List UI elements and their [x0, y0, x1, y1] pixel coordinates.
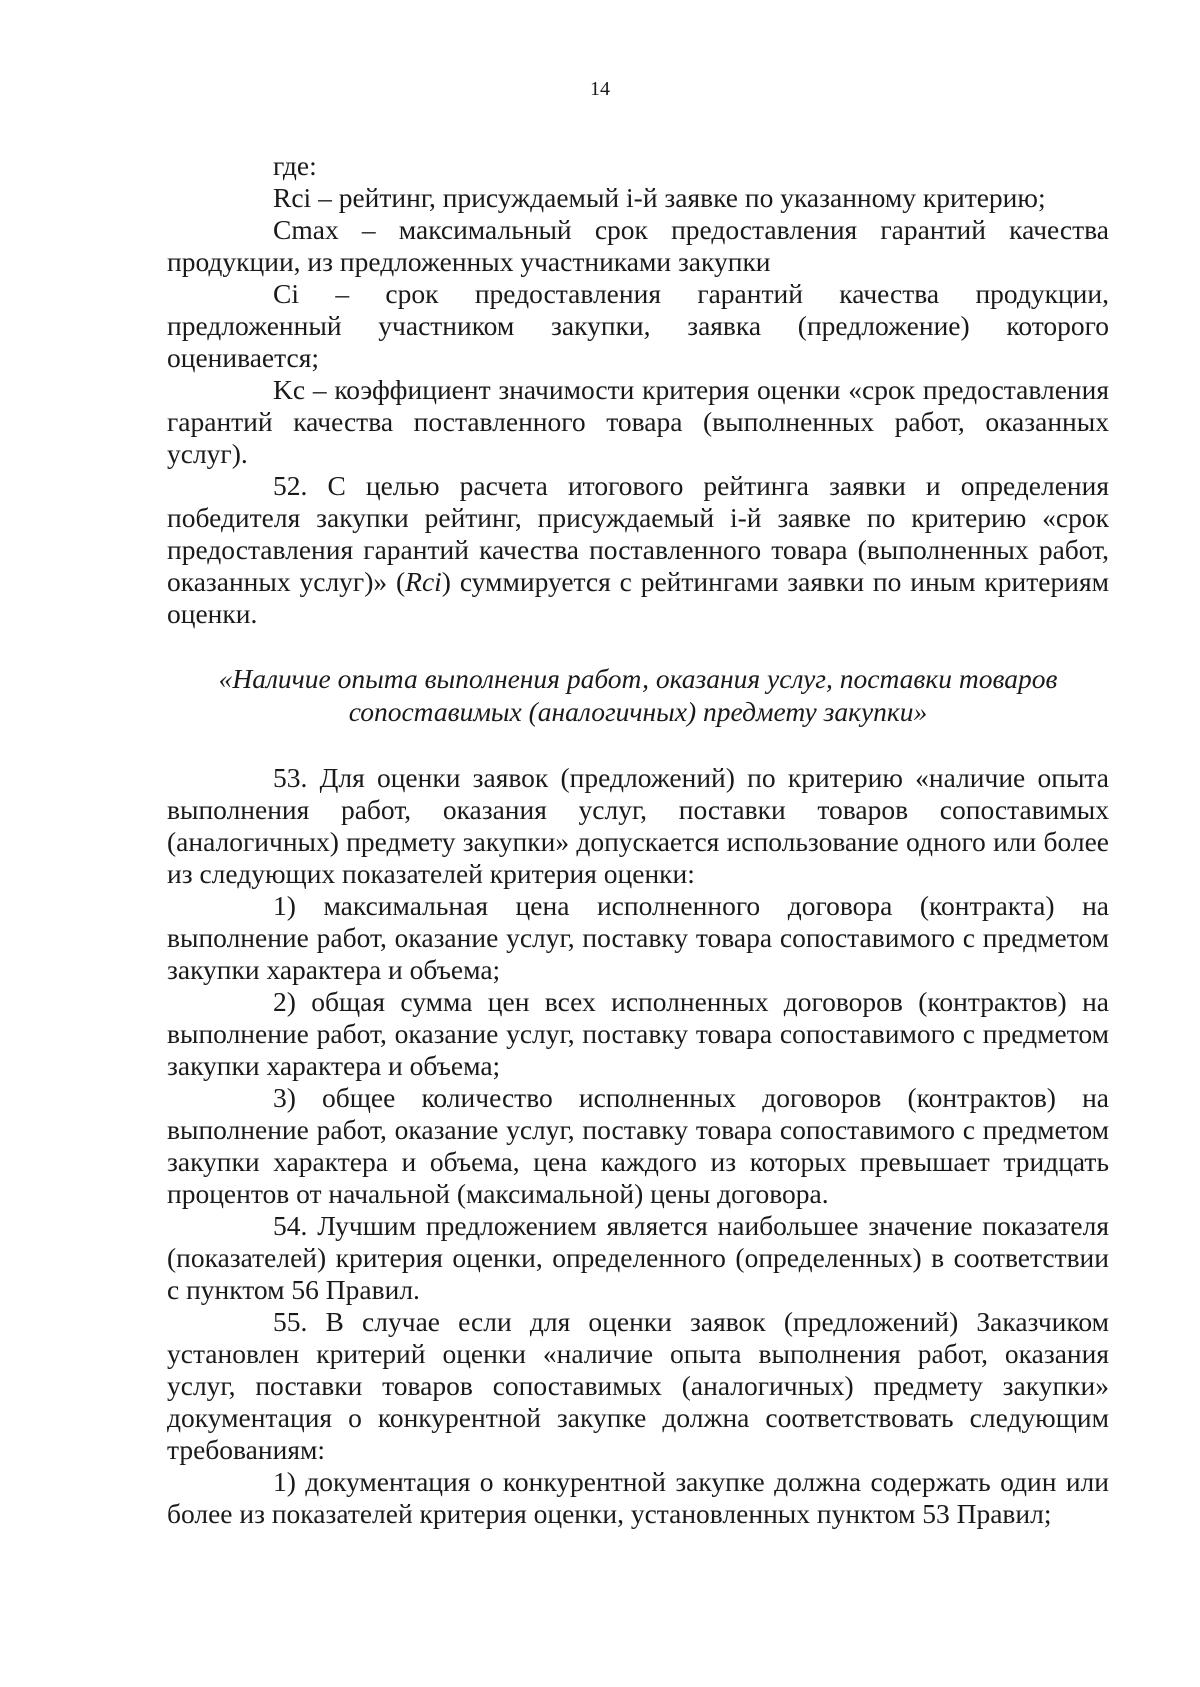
definition-ci: Ci – срок предоставления гарантий качества продукции, предложенный участником закупки, заявка (предложение) которого оценивается;: [167, 278, 1109, 373]
paragraph-53-item-1: 1) максимальная цена исполненного договора (контракта) на выполнение работ, оказание услуг, поставку товара сопоставимого с предметом закупки характера и объема;: [167, 890, 1109, 985]
paragraph-53-item-2: 2) общая сумма цен всех исполненных договоров (контрактов) на выполнение работ, оказание услуг, поставку товара сопоставимого с предметом закупки характера и объема;: [167, 986, 1109, 1081]
paragraph-53: 53. Для оценки заявок (предложений) по критерию «наличие опыта выполнения работ, оказания услуг, поставки товаров сопоставимых (аналогичных) предмету закупки» допускается использование одного или более из следующих показателей критерия оценки:: [167, 762, 1109, 889]
paragraph-55: 55. В случае если для оценки заявок (предложений) Заказчиком установлен критерий оценки «наличие опыта выполнения работ, оказания услуг, поставки товаров сопоставимых (аналогичных) предмету закупки» документация о конкурентной закупке должна соответствовать следующим требованиям:: [167, 1306, 1109, 1465]
definition-kc: Kc – коэффициент значимости критерия оценки «срок предоставления гарантий качества поставленного товара (выполненных работ, оказанных услуг).: [167, 374, 1109, 469]
section-heading: [167, 662, 1109, 728]
document-body: [167, 150, 1109, 1530]
paragraph-52: [167, 470, 1109, 630]
section-heading-line-1: «Наличие опыта выполнения работ, оказания услуг, поставки товаров: [218, 663, 1058, 694]
where-label: где:: [273, 150, 317, 181]
paragraph-52-text-b: ) суммируется с рейтингами заявки по иным критериям оценки.: [167, 566, 1109, 629]
section-heading-line-2: сопоставимых (аналогичных) предмету закупки»: [348, 696, 928, 727]
paragraph-52-text-a: 52. С целью расчета итогового рейтинга заявки и определения победителя закупки рейтинг, присуждаемый i-й заявке по критерию «срок предоставления гарантий качества поставленного товара (выполненных работ, оказанных услуг)» (: [167, 470, 1109, 597]
page-number: 14: [590, 78, 610, 100]
paragraph-55-item-1: 1) документация о конкурентной закупке должна содержать один или более из показателей критерия оценки, установленных пунктом 53 Правил;: [167, 1466, 1109, 1529]
definition-rci: Rci – рейтинг, присуждаемый i-й заявке по указанному критерию;: [273, 182, 1046, 213]
paragraph-53-item-3: 3) общее количество исполненных договоров (контрактов) на выполнение работ, оказание услуг, поставку товара сопоставимого с предметом закупки характера и объема, цена каждого из которых превышает тридцать процентов от начальной (максимальной) цены договора.: [167, 1082, 1109, 1209]
formula-rci: Rci: [405, 566, 442, 597]
paragraph-54: 54. Лучшим предложением является наибольшее значение показателя (показателей) критерия оценки, определенного (определенных) в соответствии с пунктом 56 Правил.: [167, 1210, 1109, 1305]
definition-cmax: Cmax – максимальный срок предоставления гарантий качества продукции, из предложенных участниками закупки: [167, 214, 1109, 277]
